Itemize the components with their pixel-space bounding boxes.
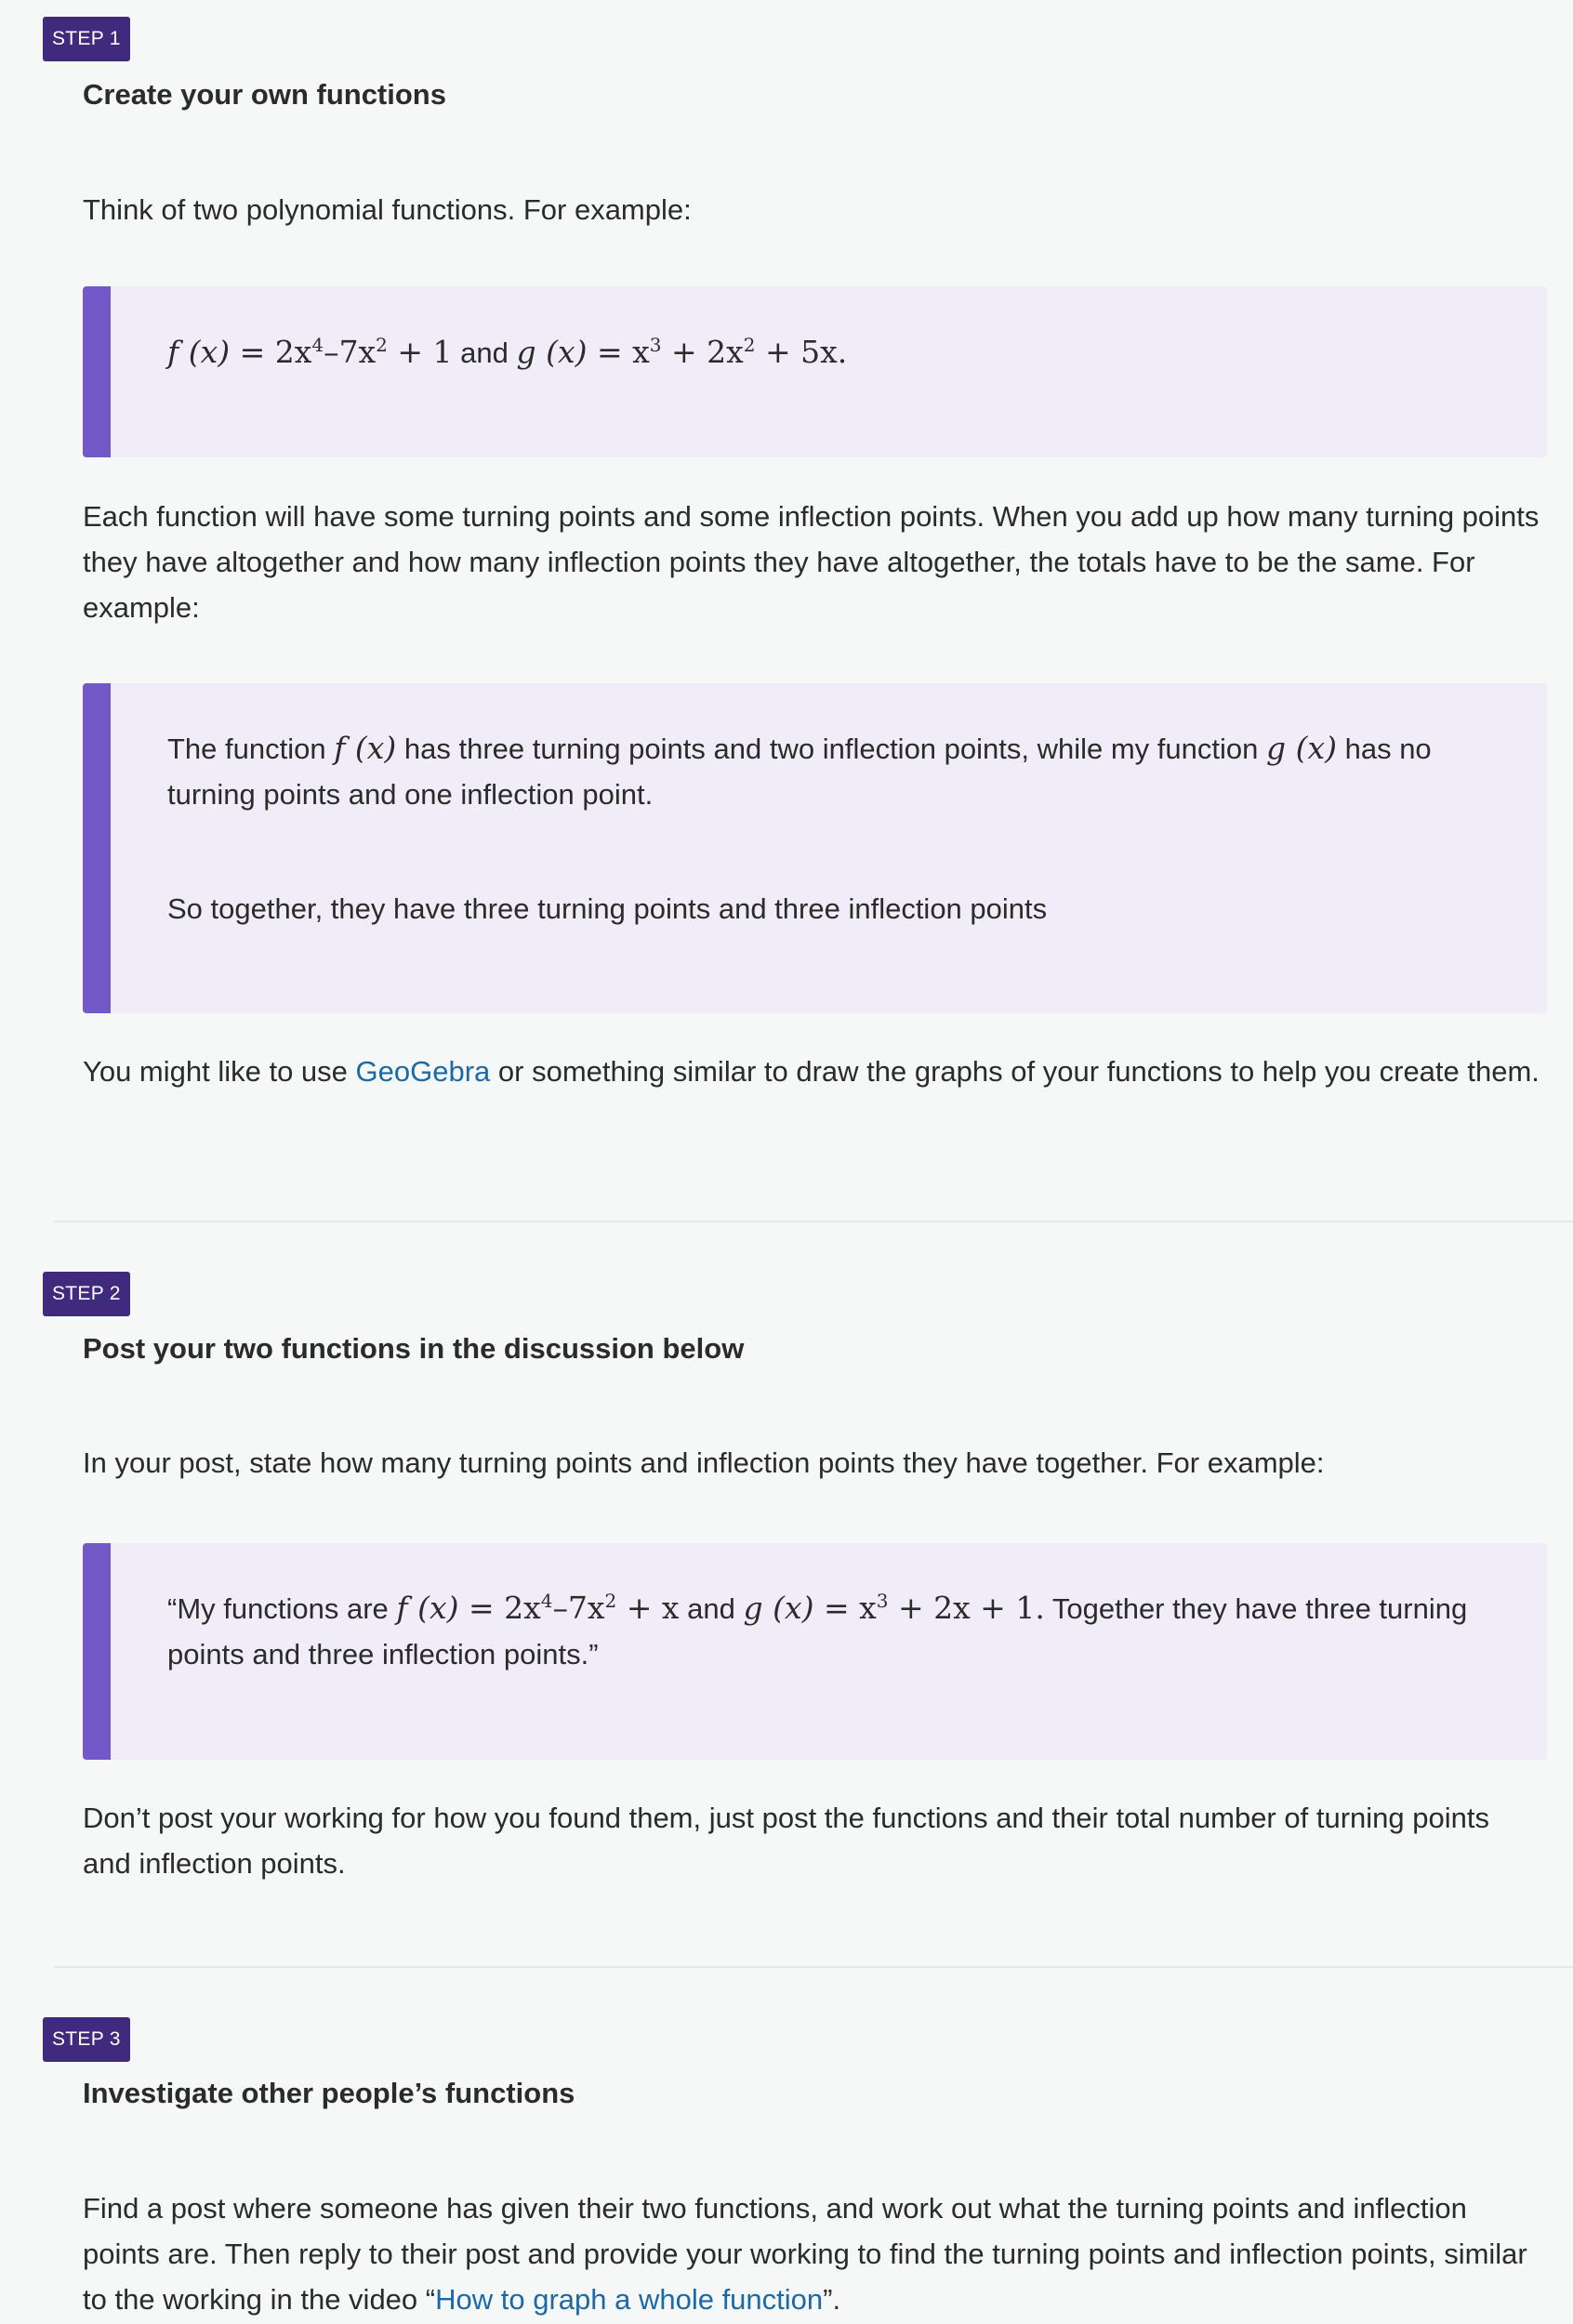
step-2-section <box>0 1222 1573 1966</box>
example-callout-2 <box>83 683 1547 1013</box>
example-paragraph-1: The function f (x) has three turning points and two inflection points, while my function g (x) has no turning points and one inflection point. <box>167 730 1432 811</box>
example-paragraph-2: So together, they have three turning points and three inflection points <box>167 892 1048 925</box>
intro-text: Think of two polynomial functions. For example: <box>83 193 692 226</box>
example-equations: f $(x) = 2x^4-7x^2 + 1$ and g $(x) = x^3 + 2x^2 + 5x$. <box>167 334 848 370</box>
example-callout <box>83 286 1547 457</box>
step-title: Investigate other people’s functions <box>83 2077 575 2109</box>
g-equation: g $(x) = x^3 + 2x^2 + 5x$. <box>516 334 848 370</box>
note-text: Don’t post your working for how you found them, just post the functions and their total number of turning points and inflection points. <box>83 1802 1489 1880</box>
video-link[interactable]: How to graph a whole function <box>435 2283 824 2316</box>
step-title: Post your two functions in the discussion below <box>83 1332 745 1365</box>
tip-text: You might like to use GeoGebra or something similar to draw the graphs of your functions to help you create them. <box>83 1055 1540 1088</box>
step-badge: STEP 1 <box>43 17 130 61</box>
f-equation: f $(x) = 2x^4-7x^2 + 1$ <box>167 334 453 370</box>
g-equation: g $(x) = x^3 + 2x + 1$. <box>743 1590 1045 1626</box>
geogebra-link[interactable]: GeoGebra <box>355 1055 491 1088</box>
body-text: Find a post where someone has given their two functions, and work out what the turning points and inflection points are. Then reply to their post and provide your working to find the turning points and inflection points, similar to the working in the video “How to graph a whole function”. <box>83 2192 1527 2316</box>
step-3-section <box>0 1967 1573 2324</box>
example-quote: “My functions are f $(x) = 2x^4-7x^2 + x$ and g $(x) = x^3 + 2x + 1$. Together they have three turning points and three inflection points.” <box>167 1590 1468 1670</box>
body-text: Each function will have some turning points and some inflection points. When you add up how many turning points they have altogether and how many inflection points they have altogether, the totals have to be the same. For example: <box>83 500 1540 624</box>
step-title: Create your own functions <box>83 78 446 111</box>
step-badge: STEP 2 <box>43 1272 130 1316</box>
intro-text: In your post, state how many turning points and inflection points they have together. For example: <box>83 1446 1325 1479</box>
quote-callout <box>83 1543 1547 1760</box>
step-badge: STEP 3 <box>43 2017 130 2062</box>
f-equation: f $(x) = 2x^4-7x^2 + x$ <box>396 1590 680 1626</box>
